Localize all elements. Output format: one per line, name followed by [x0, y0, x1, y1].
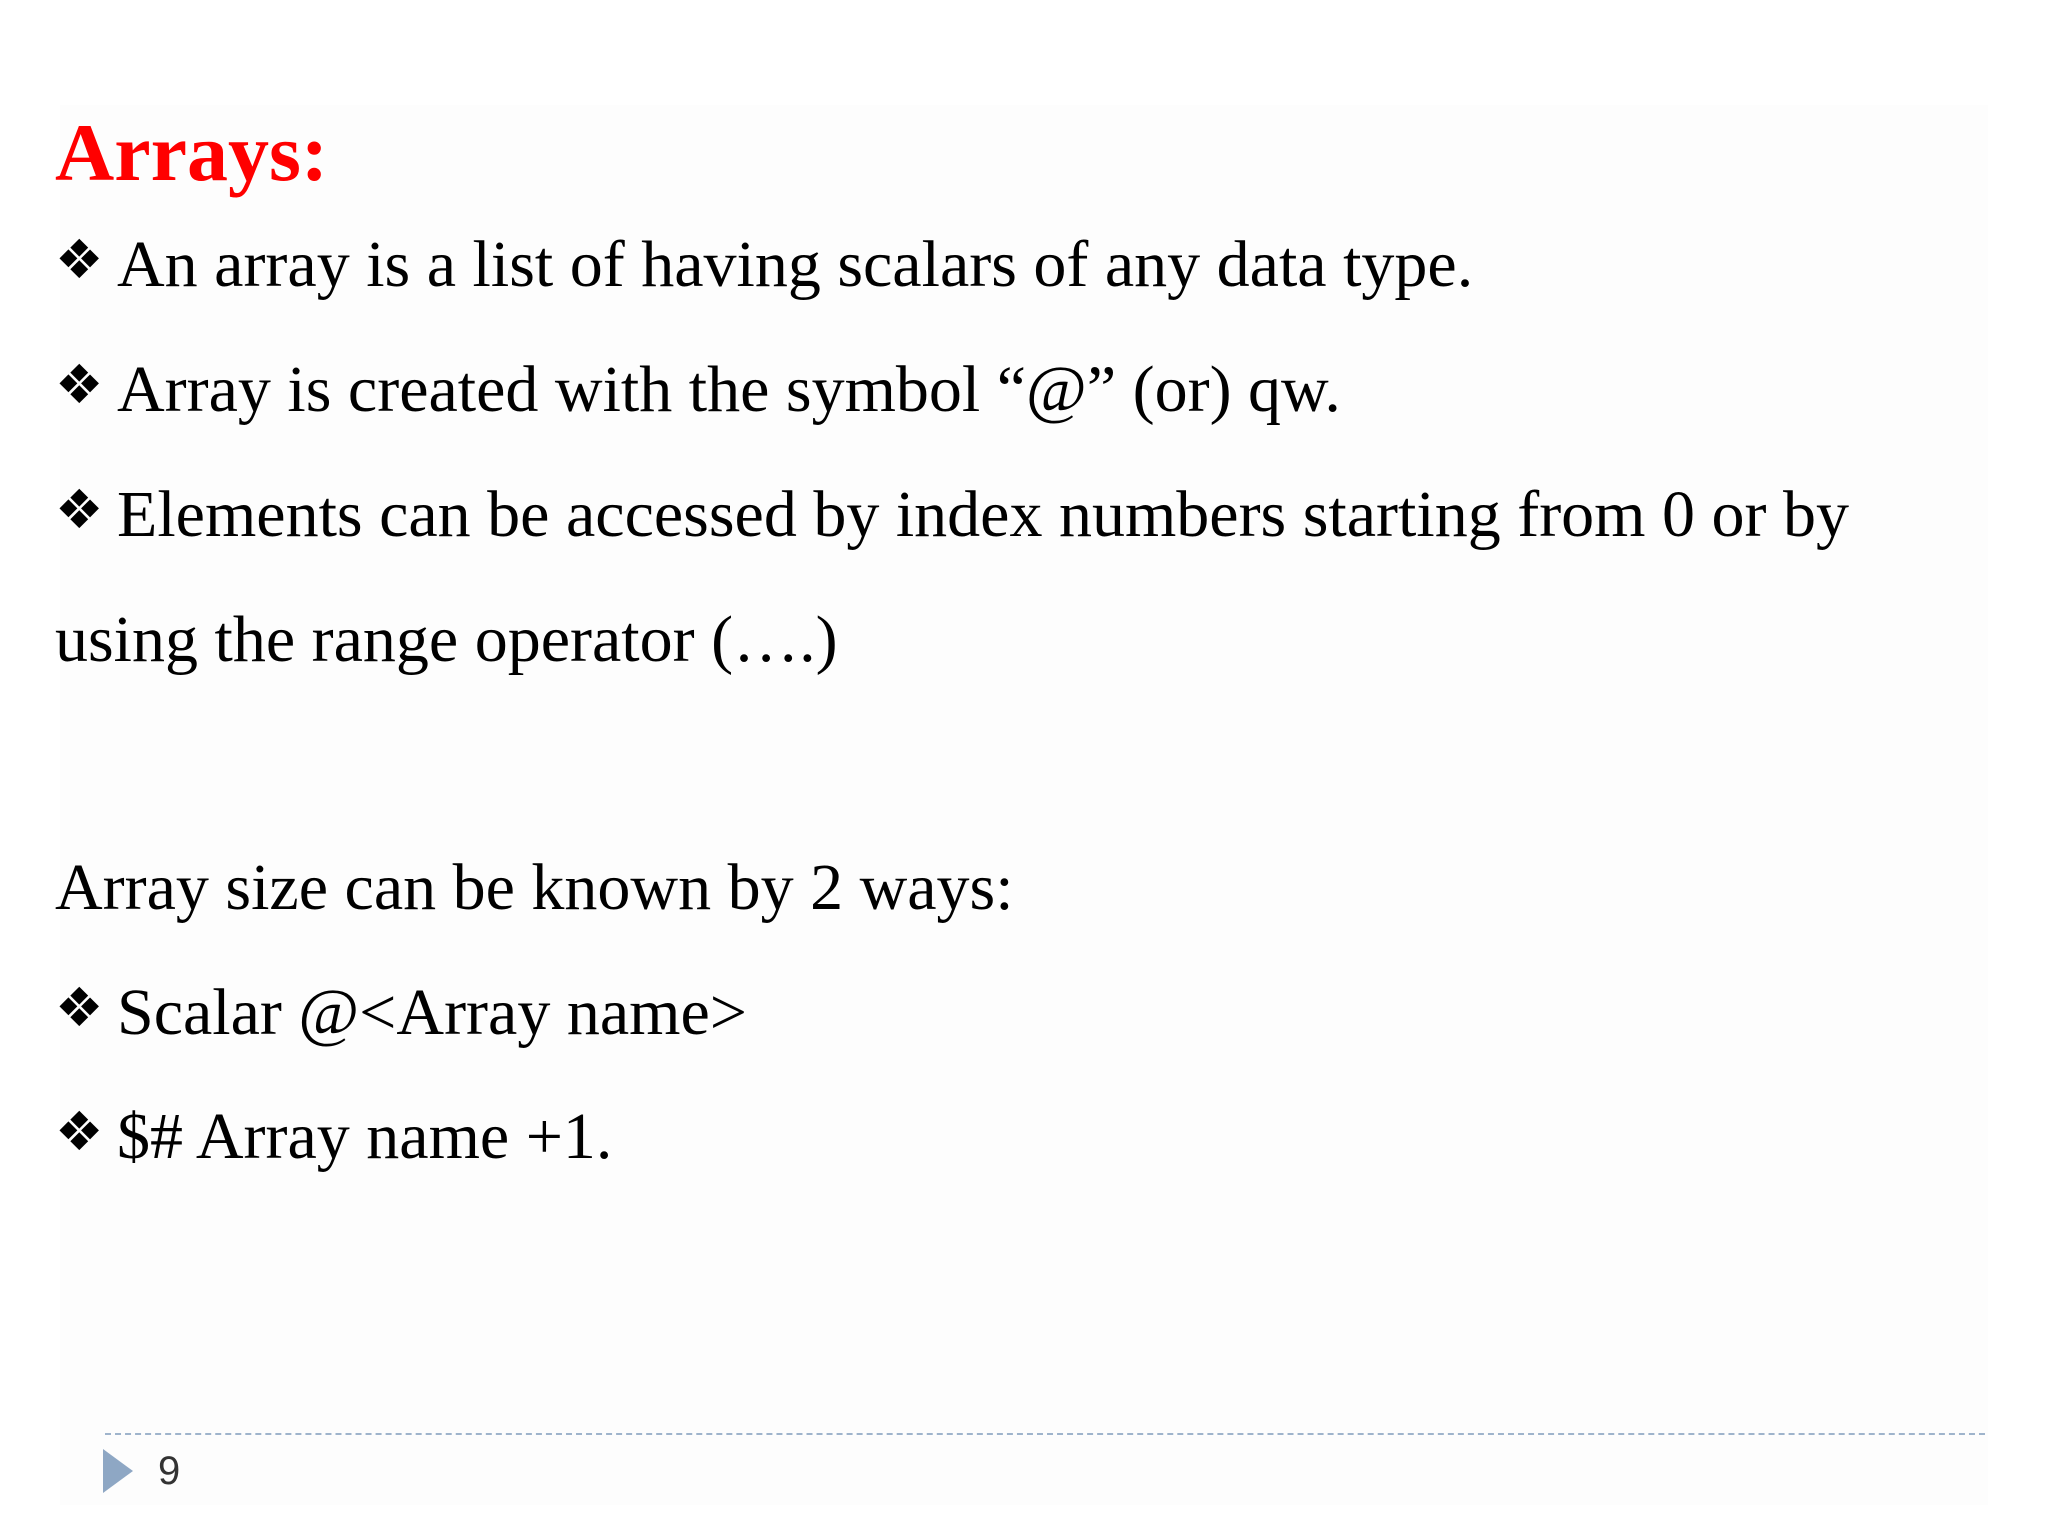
- bullet-item: [55, 1100, 613, 1173]
- footer-divider: [105, 1433, 1985, 1435]
- bullet-item: [55, 353, 1341, 426]
- subheading: Array size can be known by 2 ways:: [55, 851, 1014, 924]
- content-panel: [60, 105, 1988, 1505]
- play-arrow-icon: [103, 1449, 133, 1493]
- slide-title: Arrays:: [55, 107, 329, 198]
- diamond-bullet-icon: ❖: [55, 976, 104, 1039]
- bullet-text: An array is a list of having scalars of any data type.: [117, 228, 1474, 301]
- diamond-bullet-icon: ❖: [55, 1100, 104, 1163]
- bullet-item: [55, 228, 1474, 301]
- diamond-bullet-icon: ❖: [55, 228, 104, 291]
- continuation-text: using the range operator (….): [55, 603, 838, 676]
- page-number: 9: [158, 1449, 181, 1493]
- diamond-bullet-icon: ❖: [55, 353, 104, 416]
- bullet-item: [55, 478, 1849, 551]
- bullet-text: Scalar @<Array name>: [117, 976, 747, 1049]
- bullet-text: $# Array name +1.: [117, 1100, 613, 1173]
- diamond-bullet-icon: ❖: [55, 478, 104, 541]
- bullet-text: Elements can be accessed by index numbers starting from 0 or by: [117, 478, 1849, 551]
- bullet-item: [55, 976, 747, 1049]
- bullet-text: Array is created with the symbol “@” (or) qw.: [117, 353, 1341, 426]
